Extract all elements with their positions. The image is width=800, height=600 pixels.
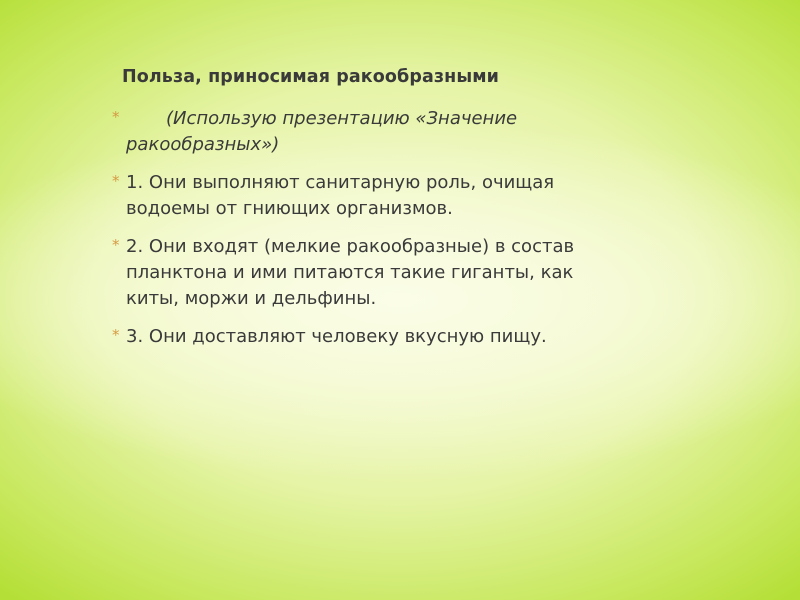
note-text: (Использую презентацию «Значение ракообразных»)	[126, 108, 518, 155]
bullet-icon: *	[112, 326, 120, 344]
list-item	[110, 170, 630, 222]
slide-title: Польза, приносимая ракообразными	[122, 67, 500, 87]
list-item-text: 1. Они выполняют санитарную роль, очищая водоемы от гниющих организмов.	[126, 172, 555, 219]
list-item	[110, 234, 630, 312]
bullet-icon: *	[112, 108, 120, 126]
list-item-text: 2. Они входят (мелкие ракообразные) в состав планктона и ими питаются такие гиганты, как киты, моржи и дельфины.	[126, 236, 575, 309]
bullet-icon: *	[112, 172, 120, 190]
list-item-note	[110, 106, 630, 158]
bullet-icon: *	[112, 236, 120, 254]
list-item	[110, 324, 630, 350]
slide-body	[110, 106, 630, 362]
list-item-text: 3. Они доставляют человеку вкусную пищу.	[126, 326, 547, 347]
